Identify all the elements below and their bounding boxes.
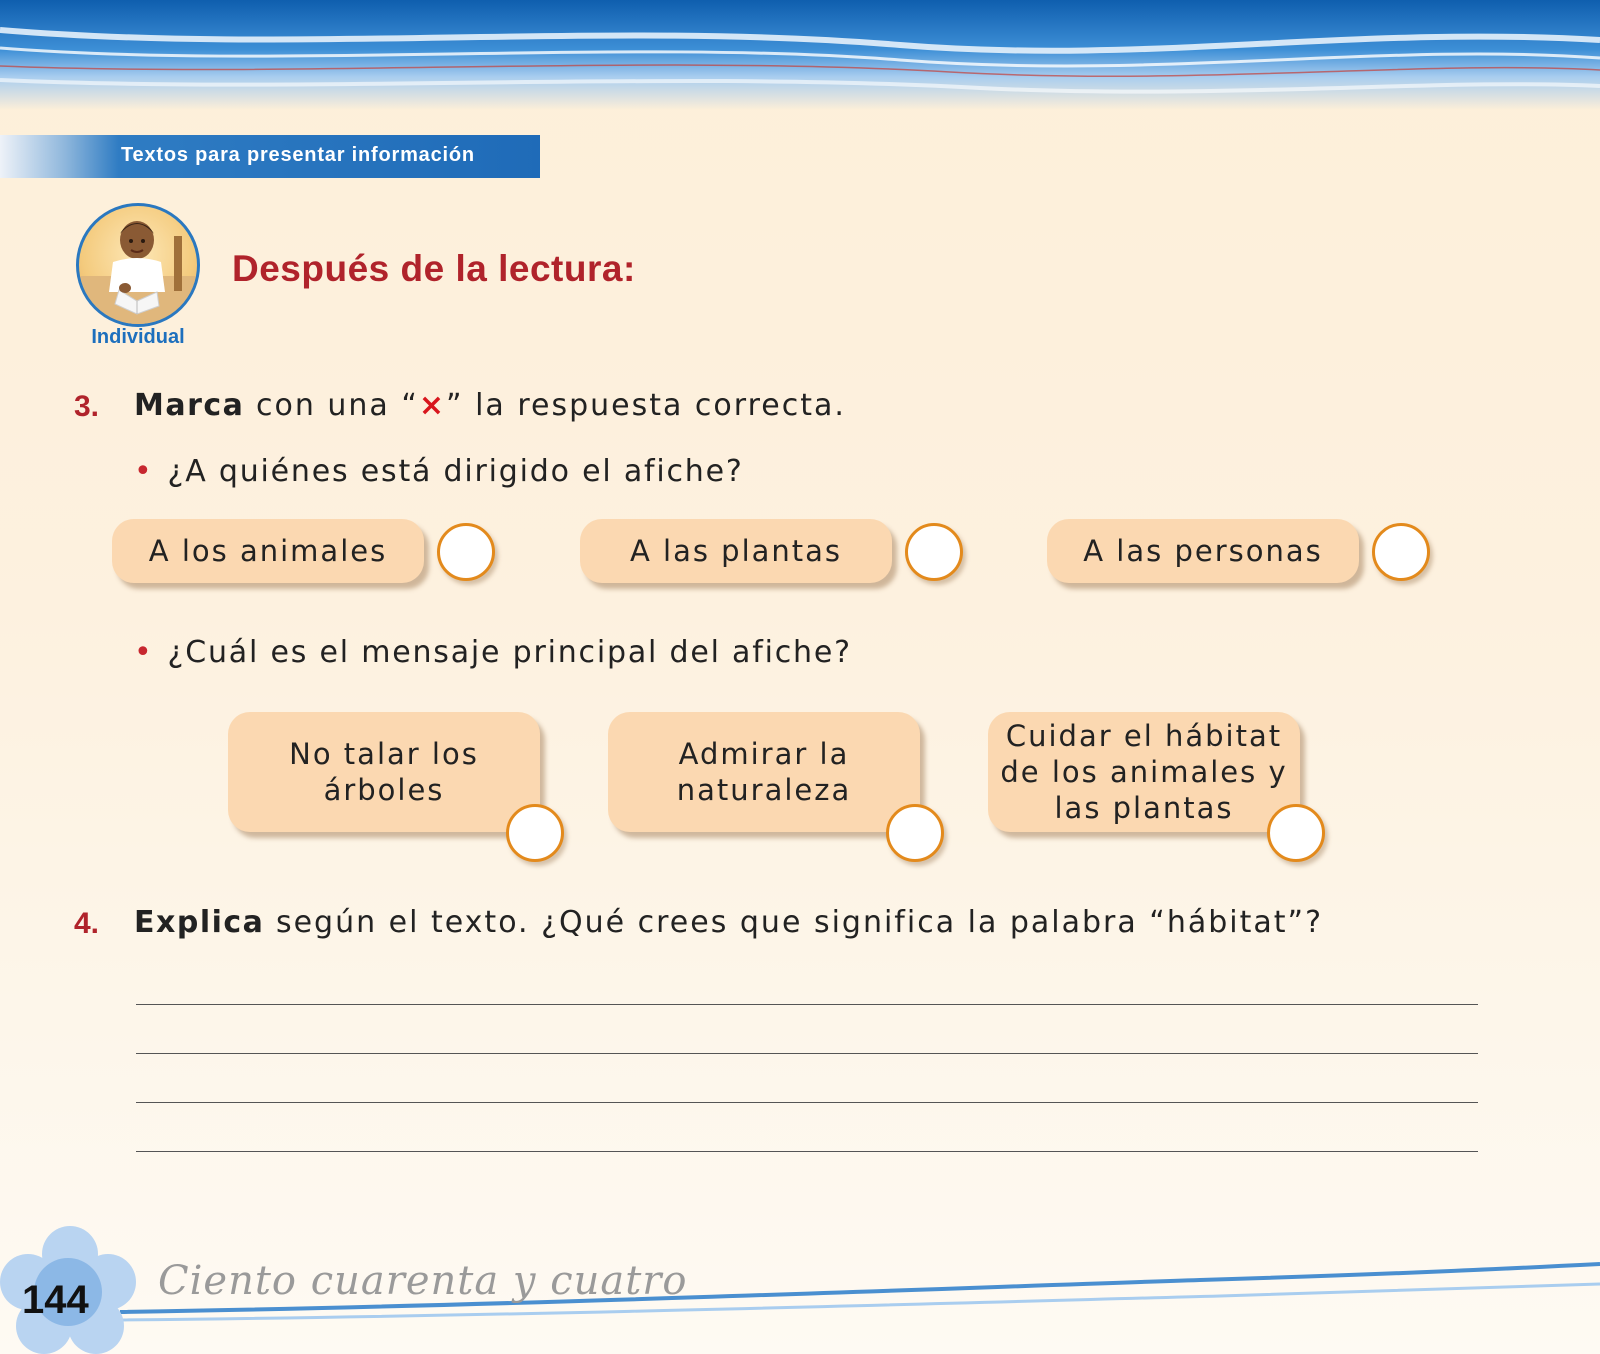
x-mark-icon: ×: [418, 388, 446, 423]
individual-label: Individual: [91, 326, 185, 348]
option-admirar-naturaleza: [608, 712, 920, 832]
section-banner: [0, 135, 540, 178]
option-a-las-personas: A las personas: [1047, 519, 1359, 583]
answer-line[interactable]: [136, 1102, 1478, 1103]
question-4-verb: Explica: [134, 905, 265, 940]
question-3-verb: Marca: [134, 388, 245, 423]
question-4-text: según el texto. ¿Qué crees que significa la palabra “hábitat”?: [275, 905, 1323, 940]
answer-circle-plantas[interactable]: [905, 523, 963, 581]
question-3-text-after: ” la respuesta correcta.: [446, 388, 846, 423]
option-line: árboles: [323, 773, 445, 807]
question-3b: [134, 635, 852, 670]
option-line: las plantas: [1054, 791, 1234, 825]
option-line: Admirar la: [678, 737, 850, 771]
option-cuidar-habitat: [988, 712, 1300, 832]
page-number-words: Ciento cuarenta y cuatro: [158, 1258, 688, 1304]
option-line: No talar los: [289, 737, 479, 771]
page-title: Después de la lectura:: [232, 248, 636, 289]
bullet-icon: •: [134, 454, 154, 489]
question-3a: [134, 454, 744, 489]
option-line: Cuidar el hábitat: [1005, 719, 1283, 753]
answer-line[interactable]: [136, 1004, 1478, 1005]
question-3b-text: ¿Cuál es el mensaje principal del afiche?: [167, 635, 852, 670]
option-line: naturaleza: [676, 773, 852, 807]
bullet-icon: •: [134, 635, 154, 670]
question-3-instruction: [134, 388, 846, 423]
page-number: 144: [22, 1278, 89, 1322]
answer-circle-admirar[interactable]: [886, 804, 944, 862]
answer-line[interactable]: [136, 1151, 1478, 1152]
header-wave-decoration: [0, 0, 1600, 110]
answer-circle-animales[interactable]: [437, 523, 495, 581]
answer-circle-cuidar[interactable]: [1267, 804, 1325, 862]
student-reading-illustration: [76, 203, 200, 327]
option-line: de los animales y: [1000, 755, 1288, 789]
answer-circle-no-talar[interactable]: [506, 804, 564, 862]
option-no-talar-arboles: [228, 712, 540, 832]
question-3a-text: ¿A quiénes está dirigido el afiche?: [167, 454, 744, 489]
option-a-los-animales: A los animales: [112, 519, 424, 583]
answer-circle-personas[interactable]: [1372, 523, 1430, 581]
question-4-instruction: [134, 905, 1323, 940]
section-label: Textos para presentar información: [121, 144, 475, 166]
answer-line[interactable]: [136, 1053, 1478, 1054]
question-3-text-before: con una “: [255, 388, 419, 423]
question-3-number: 3.: [74, 390, 100, 423]
question-4-number: 4.: [74, 907, 100, 940]
option-a-las-plantas: A las plantas: [580, 519, 892, 583]
child-reading-icon: [79, 206, 197, 324]
